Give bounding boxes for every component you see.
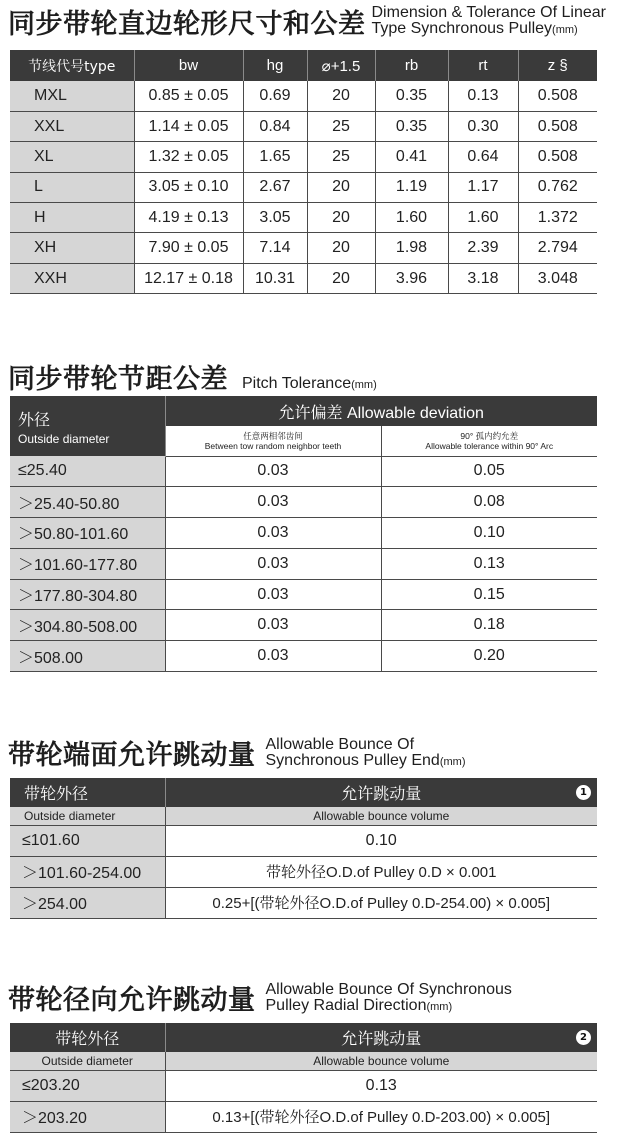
subheader-bounce-volume: Allowable bounce volume [165,807,597,825]
column-header: z § [518,50,597,81]
table-row [10,887,597,918]
header-bounce-volume [165,1023,597,1052]
value-cell: 0.03 [165,579,381,610]
section3-title-en [266,737,466,770]
table-row [10,81,597,111]
value-cell: 0.13+[(带轮外径O.D.of Pulley 0.D-203.00) × 0.005] [165,1101,597,1132]
value-cell: 1.14 ± 0.05 [134,111,243,141]
value-cell: 3.05 ± 0.10 [134,172,243,202]
value-cell: 12.17 ± 0.18 [134,263,243,293]
row-label-cell: L [10,172,134,202]
value-cell: 20 [307,263,375,293]
table-row [10,518,597,549]
row-label-cell: ＞25.40-50.80 [10,487,165,518]
value-cell: 3.18 [448,263,518,293]
number-badge-icon: 1 [576,785,591,800]
value-cell: 3.048 [518,263,597,293]
section1-title-en-line2: Type Synchronous Pulley [371,20,553,37]
value-cell: 0.25+[(带轮外径O.D.of Pulley 0.D-254.00) × 0.005] [165,887,597,918]
value-cell: 1.372 [518,203,597,233]
header-bounce-volume-label: 允许跳动量 [341,784,422,803]
section2-title-cn: 同步带轮节距公差 [8,364,228,395]
row-label-cell: H [10,203,134,233]
value-cell: 2.794 [518,233,597,263]
subheader-outside-diameter: Outside diameter [10,807,165,825]
row-label-cell: ＞177.80-304.80 [10,579,165,610]
value-cell: 0.13 [165,1070,597,1101]
section4-title-en [266,982,512,1015]
value-cell: 1.60 [448,203,518,233]
section4-title-cn: 带轮径向允许跳动量 [8,985,256,1016]
table-row [10,1101,597,1132]
section1-title-cn: 同步带轮直边轮形尺寸和公差 [8,9,366,40]
value-cell: 1.65 [243,142,307,172]
value-cell: 20 [307,81,375,111]
value-cell: 0.08 [381,487,597,518]
value-cell: 1.17 [448,172,518,202]
value-cell: 0.41 [375,142,448,172]
row-label-cell: ＞203.20 [10,1101,165,1132]
column-header: hg [243,50,307,81]
section3-title-cn: 带轮端面允许跳动量 [8,740,256,771]
table-row [10,111,597,141]
value-cell: 1.60 [375,203,448,233]
value-cell: 25 [307,142,375,172]
row-label-cell: XL [10,142,134,172]
value-cell: 0.18 [381,610,597,641]
value-cell: 0.84 [243,111,307,141]
column-header: bw [134,50,243,81]
table-row [10,172,597,202]
column-header: rb [375,50,448,81]
row-label-cell: MXL [10,81,134,111]
header-bounce-volume-label: 允许跳动量 [341,1029,422,1048]
pitch-tolerance-table [10,396,597,672]
value-cell: 7.90 ± 0.05 [134,233,243,263]
column-header: ⌀+1.5 [307,50,375,81]
section4-title-en-line1: Allowable Bounce Of Synchronous [265,981,512,998]
subheader-neighbor-teeth-en: Between tow random neighbor teeth [204,440,342,451]
table-row [10,487,597,518]
subheader-outside-diameter: Outside diameter [10,1052,165,1070]
value-cell: 7.14 [243,233,307,263]
section3-title-en-line1: Allowable Bounce Of [265,736,415,753]
value-cell: 0.03 [165,456,381,487]
value-cell: 2.67 [243,172,307,202]
section4-title [8,978,512,1017]
table-row [10,233,597,263]
table-row [10,641,597,672]
header-outside-diameter [10,396,165,456]
table-row [10,456,597,487]
value-cell: 0.508 [518,81,597,111]
row-label-cell: XXH [10,263,134,293]
row-label-cell: ≤101.60 [10,825,165,856]
row-label-cell: ＞101.60-254.00 [10,856,165,887]
value-cell: 3.05 [243,203,307,233]
value-cell: 0.508 [518,111,597,141]
value-cell: 0.05 [381,456,597,487]
table-row [10,825,597,856]
dimension-tolerance-table [10,50,597,294]
number-badge-icon: 2 [576,1030,591,1045]
value-cell: 带轮外径O.D.of Pulley 0.D × 0.001 [165,856,597,887]
value-cell: 1.19 [375,172,448,202]
section2-title-unit: (mm) [351,379,377,391]
end-bounce-table [10,778,597,919]
row-label-cell: ＞508.00 [10,641,165,672]
value-cell: 0.85 ± 0.05 [134,81,243,111]
section4-title-en-line2: Pulley Radial Direction [265,997,427,1014]
header-pulley-od: 带轮外径 [10,778,165,807]
value-cell: 3.96 [375,263,448,293]
section1-title-en-line1: Dimension & Tolerance Of Linear [371,4,606,21]
value-cell: 0.35 [375,81,448,111]
value-cell: 20 [307,233,375,263]
subheader-90-arc [381,426,597,456]
subheader-bounce-volume: Allowable bounce volume [165,1052,597,1070]
table-header-row [10,50,597,81]
table-row [10,203,597,233]
subheader-neighbor-teeth [165,426,381,456]
value-cell: 0.10 [381,518,597,549]
section3-title-en-line2: Synchronous Pulley End [265,752,440,769]
section1-title-en [372,5,607,38]
row-label-cell: ＞50.80-101.60 [10,518,165,549]
value-cell: 0.10 [165,825,597,856]
section1-title-unit: (mm) [552,24,578,36]
header-allowable-deviation: 允许偏差 Allowable deviation [165,396,597,426]
section2-title-en-text: Pitch Tolerance [242,375,352,392]
row-label-cell: XXL [10,111,134,141]
table-row [10,263,597,293]
value-cell: 10.31 [243,263,307,293]
value-cell: 0.30 [448,111,518,141]
value-cell: 0.20 [381,641,597,672]
section3-title-unit: (mm) [439,756,466,768]
header-bounce-volume [165,778,597,807]
value-cell: 0.69 [243,81,307,111]
table-row [10,142,597,172]
table-row [10,610,597,641]
table-row [10,856,597,887]
table-row [10,1070,597,1101]
value-cell: 0.13 [381,548,597,579]
value-cell: 0.03 [165,610,381,641]
subheader-90-arc-cn: 90° 孤内约允差 [460,430,519,441]
value-cell: 0.03 [165,548,381,579]
row-label-cell: ＞254.00 [10,887,165,918]
table-row [10,579,597,610]
value-cell: 0.64 [448,142,518,172]
subheader-neighbor-teeth-cn: 任意两相邻齿间 [243,430,303,441]
section4-title-unit: (mm) [426,1001,453,1013]
value-cell: 0.13 [448,81,518,111]
value-cell: 0.03 [165,487,381,518]
value-cell: 4.19 ± 0.13 [134,203,243,233]
section2-title-en [242,376,377,393]
value-cell: 0.35 [375,111,448,141]
row-label-cell: XH [10,233,134,263]
column-header: 节线代号type [10,50,134,81]
section2-title [8,357,377,396]
value-cell: 2.39 [448,233,518,263]
value-cell: 0.762 [518,172,597,202]
header-outside-diameter-en: Outside diameter [18,431,110,446]
value-cell: 0.03 [165,518,381,549]
value-cell: 20 [307,172,375,202]
value-cell: 0.03 [165,641,381,672]
row-label-cell: ≤203.20 [10,1070,165,1101]
header-outside-diameter-cn: 外径 [18,409,51,429]
header-pulley-od: 带轮外径 [10,1023,165,1052]
section1-title [8,2,606,41]
radial-bounce-table [10,1023,597,1133]
value-cell: 0.508 [518,142,597,172]
value-cell: 0.15 [381,579,597,610]
row-label-cell: ＞101.60-177.80 [10,548,165,579]
value-cell: 1.98 [375,233,448,263]
subheader-90-arc-en: Allowable tolerance within 90° Arc [425,440,554,451]
value-cell: 1.32 ± 0.05 [134,142,243,172]
row-label-cell: ＞304.80-508.00 [10,610,165,641]
table-row [10,548,597,579]
value-cell: 20 [307,203,375,233]
column-header: rt [448,50,518,81]
value-cell: 25 [307,111,375,141]
row-label-cell: ≤25.40 [10,456,165,487]
section3-title [8,733,465,772]
